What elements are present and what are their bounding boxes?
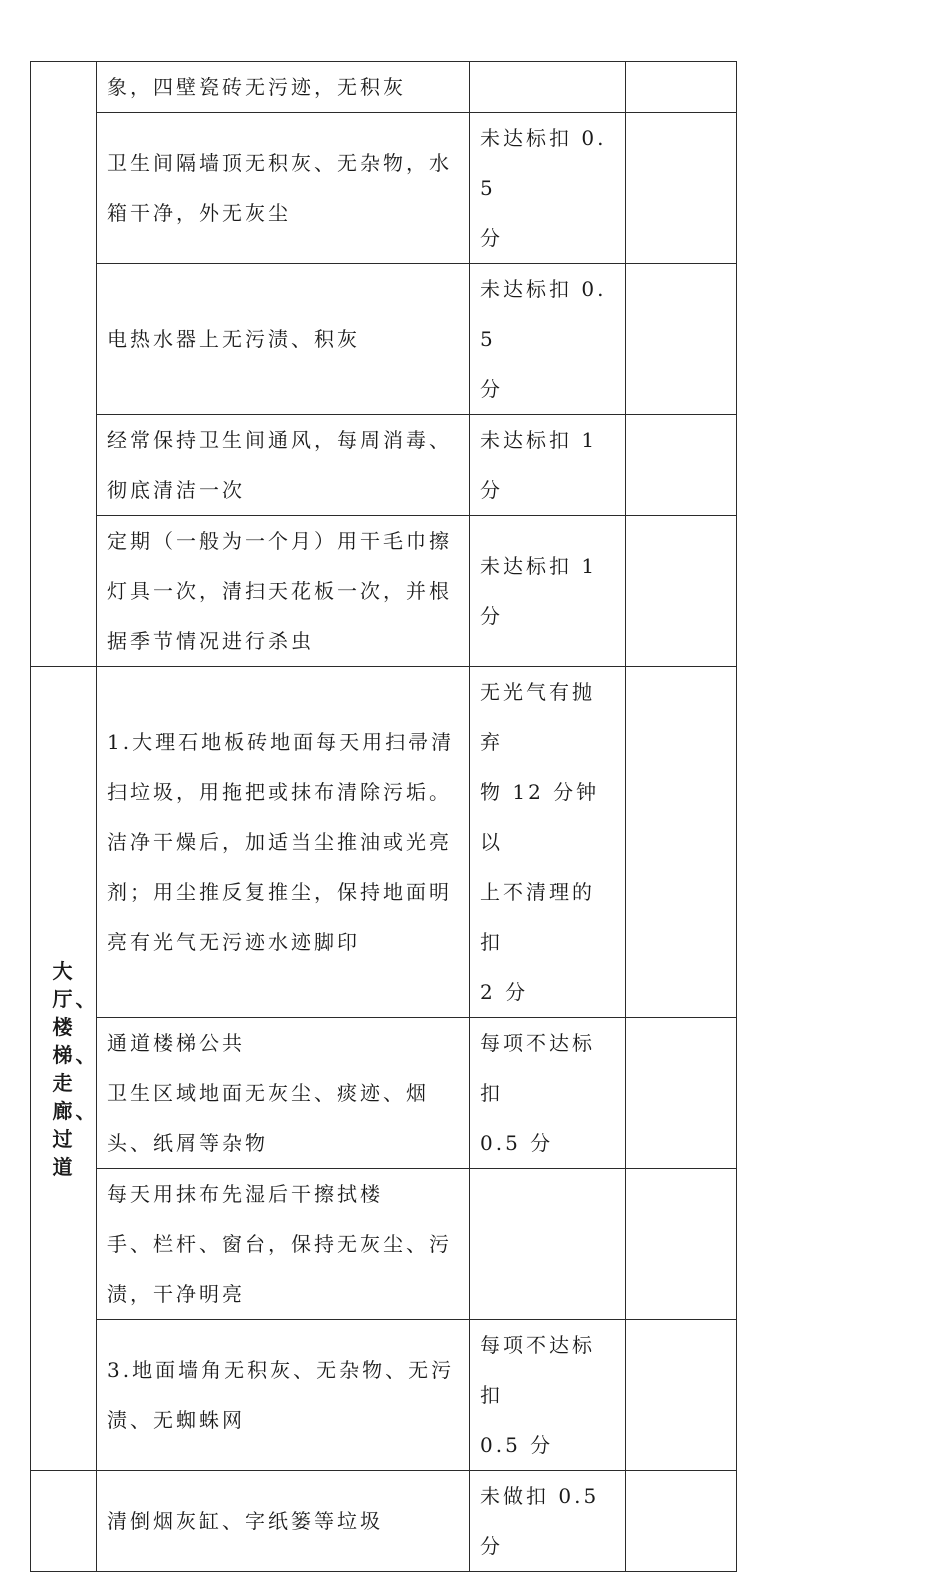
table-row [31, 415, 737, 516]
inspection-table [30, 61, 737, 1572]
score-cell [626, 264, 737, 415]
score-cell [626, 516, 737, 667]
penalty-cell [470, 62, 626, 113]
standard-cell-text: 电热水器上无污渍、积灰 [107, 327, 360, 351]
penalty-cell-text: 无光气有抛弃 物 12 分钟以 上不清理的扣 2 分 [480, 680, 600, 1004]
penalty-cell-text: 每项不达标扣 0.5 分 [480, 1333, 595, 1457]
standard-cell [97, 516, 470, 667]
penalty-cell [470, 1320, 626, 1471]
penalty-cell-text: 未达标扣 1 分 [480, 428, 598, 502]
standard-cell [97, 113, 470, 264]
table-row [31, 1471, 737, 1572]
standard-cell [97, 264, 470, 415]
standard-cell-text: 经常保持卫生间通风，每周消毒、 彻底清洁一次 [107, 428, 452, 502]
penalty-cell [470, 1169, 626, 1320]
standard-cell [97, 415, 470, 516]
table-row [31, 62, 737, 113]
standard-cell [97, 62, 470, 113]
penalty-cell-text: 未做扣 0.5 分 [480, 1484, 600, 1558]
category-cell [31, 1471, 97, 1572]
standard-cell [97, 1320, 470, 1471]
category-cell [31, 667, 97, 1471]
standard-cell [97, 667, 470, 1018]
score-cell [626, 62, 737, 113]
standard-cell-text: 定期（一般为一个月）用干毛巾擦 灯具一次，清扫天花板一次，并根 据季节情况进行杀虫 [107, 529, 452, 653]
standard-cell-text: 通道楼梯公共 卫生区域地面无灰尘、痰迹、烟 头、纸屑等杂物 [107, 1031, 429, 1155]
penalty-cell [470, 1018, 626, 1169]
table-row [31, 264, 737, 415]
table-row [31, 1169, 737, 1320]
score-cell [626, 415, 737, 516]
table-row [31, 113, 737, 264]
table-row [31, 1320, 737, 1471]
standard-cell-text: 象，四壁瓷砖无污迹，无积灰 [107, 75, 406, 99]
penalty-cell-text: 未达标扣 1 分 [480, 554, 598, 628]
standard-cell-text: 卫生间隔墙顶无积灰、无杂物，水 箱干净，外无灰尘 [107, 151, 452, 225]
penalty-cell [470, 113, 626, 264]
score-cell [626, 1018, 737, 1169]
penalty-cell [470, 264, 626, 415]
standard-cell-text: 每天用抹布先湿后干擦拭楼 手、栏杆、窗台，保持无灰尘、污 渍，干净明亮 [107, 1182, 452, 1306]
score-cell [626, 113, 737, 264]
table-row [31, 1018, 737, 1169]
standard-cell [97, 1471, 470, 1572]
category-label: 大厅、楼梯、走廊、过道 [52, 958, 99, 1179]
score-cell [626, 1320, 737, 1471]
penalty-cell [470, 415, 626, 516]
score-cell [626, 667, 737, 1018]
score-cell [626, 1169, 737, 1320]
standard-cell [97, 1169, 470, 1320]
standard-cell-text: 1.大理石地板砖地面每天用扫帚清 扫垃圾，用拖把或抹布清除污垢。 洁净干燥后，加适当尘推油或光亮 剂；用尘推反复推尘，保持地面明 亮有光气无污迹水迹脚印 [107, 730, 455, 954]
standard-cell-text: 3.地面墙角无积灰、无杂物、无污 渍、无蜘蛛网 [107, 1358, 455, 1432]
category-cell [31, 62, 97, 667]
standard-cell-text: 清倒烟灰缸、字纸篓等垃圾 [107, 1509, 383, 1533]
score-cell [626, 1471, 737, 1572]
table-row [31, 667, 737, 1018]
penalty-cell [470, 667, 626, 1018]
penalty-cell-text: 未达标扣 0.5 分 [480, 277, 607, 401]
penalty-cell [470, 516, 626, 667]
penalty-cell-text: 每项不达标扣 0.5 分 [480, 1031, 595, 1155]
standard-cell [97, 1018, 470, 1169]
penalty-cell [470, 1471, 626, 1572]
penalty-cell-text: 未达标扣 0.5 分 [480, 126, 607, 250]
table-row [31, 516, 737, 667]
